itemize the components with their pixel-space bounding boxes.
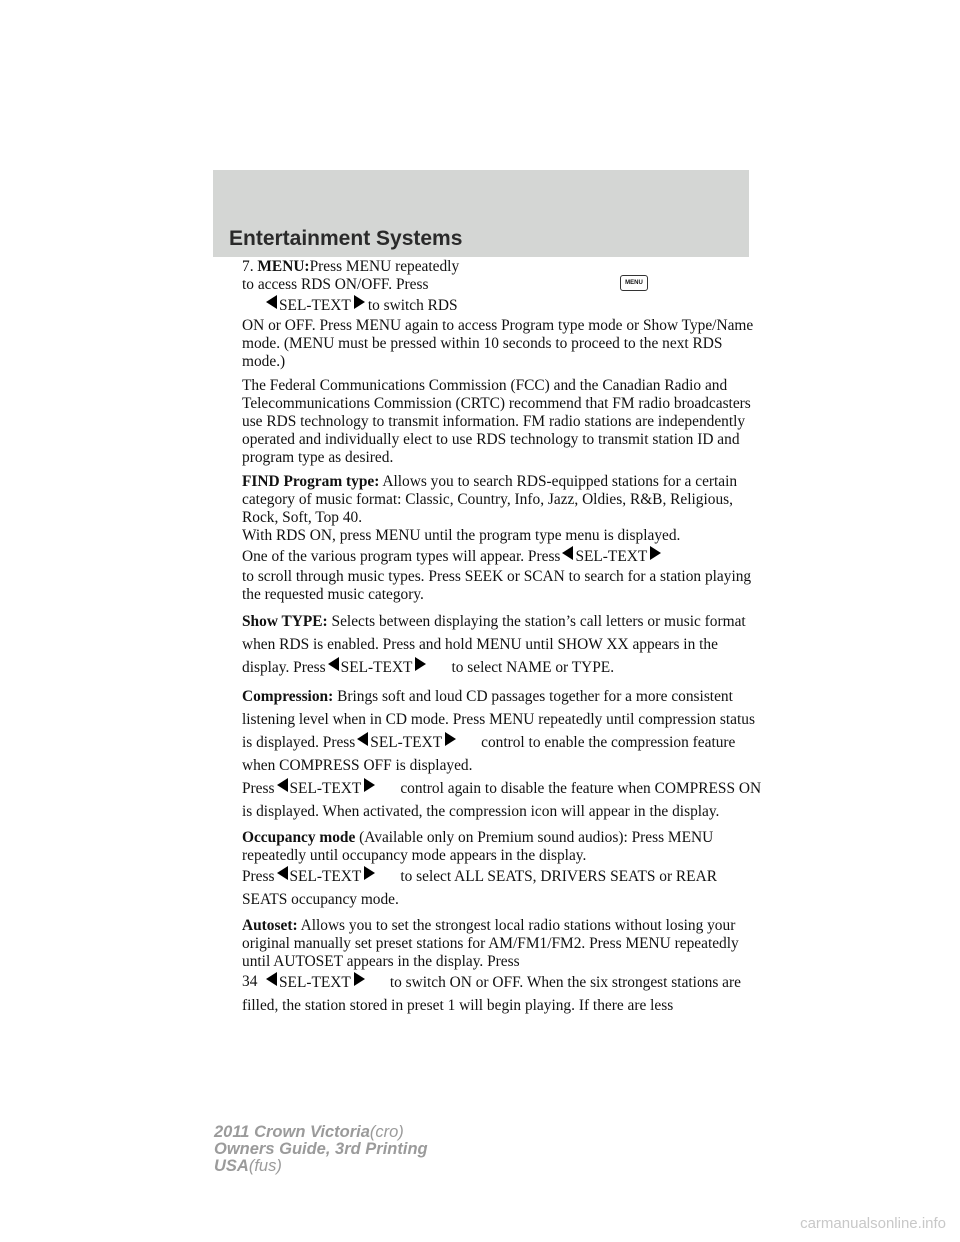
footer-line-2: Owners Guide, 3rd Printing: [214, 1140, 428, 1158]
footer-line-1: 2011 Crown Victoria(cro): [214, 1123, 404, 1141]
paragraph-compression: Compression: Brings soft and loud CD passages together for a more consistent listening level when in CD mode. Press MENU repeatedly until compression status is displayed. Press SEL-TEXT control to enable the compression feature when COMPRESS OFF is displayed. Press SEL-TEXT control again to disable the feature when COMPRESS ON is displayed. When activated, the compression icon will appear in the display.: [242, 688, 762, 820]
paragraph-find-program-type: FIND Program type: Allows you to search RDS-equipped stations for a certain category of music format: Classic, Country, Info, Jazz, Oldies, R&B, Religious, Rock, Soft, Top 40. With RDS ON, press MENU until the program type menu is displayed. One of the various program types will appear. Press SEL-TEXT to scroll through music types. Press SEEK or SCAN to search for a station playing the requested music category.: [242, 473, 752, 603]
left-arrow-icon: [357, 732, 368, 746]
paragraph-autoset: Autoset: Allows you to set the strongest local radio stations without losing your original manually set preset stations for AM/FM1/FM2. Press MENU repeatedly until AUTOSET appears in the display. Press SEL-TEXT to switch ON or OFF. When the six strongest stations are filled, the station stored in preset 1 will begin playing. If there are less: [242, 917, 741, 1014]
find-program-type-heading: FIND Program type:: [242, 473, 380, 490]
left-arrow-icon: [266, 972, 277, 986]
autoset-heading: Autoset:: [242, 917, 298, 934]
page-content: [242, 258, 762, 1017]
occupancy-mode-heading: Occupancy mode: [242, 829, 356, 846]
paragraph-occupancy-mode: Occupancy mode (Available only on Premium sound audios): Press MENU repeatedly until occupancy mode appears in the display. Press SEL-TEXT to select ALL SEATS, DRIVERS SEATS or REAR SEATS occupancy mode.: [242, 829, 717, 908]
right-arrow-icon: [650, 546, 661, 560]
paragraph-show-type: Show TYPE: Selects between displaying the station’s call letters or music format when RDS is enabled. Press and hold MENU until SHOW XX appears in the display. Press SEL-TEXT to select NAME or TYPE.: [242, 613, 746, 676]
right-arrow-icon: [354, 972, 365, 986]
left-arrow-icon: [562, 546, 573, 560]
left-arrow-icon: [277, 778, 288, 792]
compression-heading: Compression:: [242, 688, 334, 705]
section-header: [213, 170, 749, 257]
right-arrow-icon: [354, 295, 365, 309]
show-type-heading: Show TYPE:: [242, 613, 328, 630]
footer-line-3: USA(fus): [214, 1157, 282, 1175]
document-footer: [214, 1124, 428, 1175]
paragraph-menu: 7. MENU:Press MENU repeatedly to access RDS ON/OFF. Press SEL-TEXT to switch RDS ON or OFF. Press MENU again to access Program type mode or Show Type/Name mode. (MENU must be pressed within 10 seconds to proceed to the next RDS mode.): [242, 258, 754, 370]
left-arrow-icon: [277, 866, 288, 880]
page-number: 34: [242, 973, 258, 990]
right-arrow-icon: [415, 657, 426, 671]
right-arrow-icon: [364, 778, 375, 792]
menu-heading: MENU:: [257, 258, 310, 275]
right-arrow-icon: [364, 866, 375, 880]
left-arrow-icon: [266, 295, 277, 309]
right-arrow-icon: [445, 732, 456, 746]
paragraph-fcc: The Federal Communications Commission (FCC) and the Canadian Radio and Telecommunications Commission (CRTC) recommend that FM radio broadcasters use RDS technology to transmit information. FM radio stations are independently operated and individually elect to use RDS technology to transmit station ID and program type as desired.: [242, 377, 751, 466]
watermark: carmanualsonline.info: [800, 1215, 946, 1232]
section-title: Entertainment Systems: [229, 227, 463, 250]
left-arrow-icon: [328, 657, 339, 671]
menu-icon-label: MENU: [625, 280, 643, 286]
